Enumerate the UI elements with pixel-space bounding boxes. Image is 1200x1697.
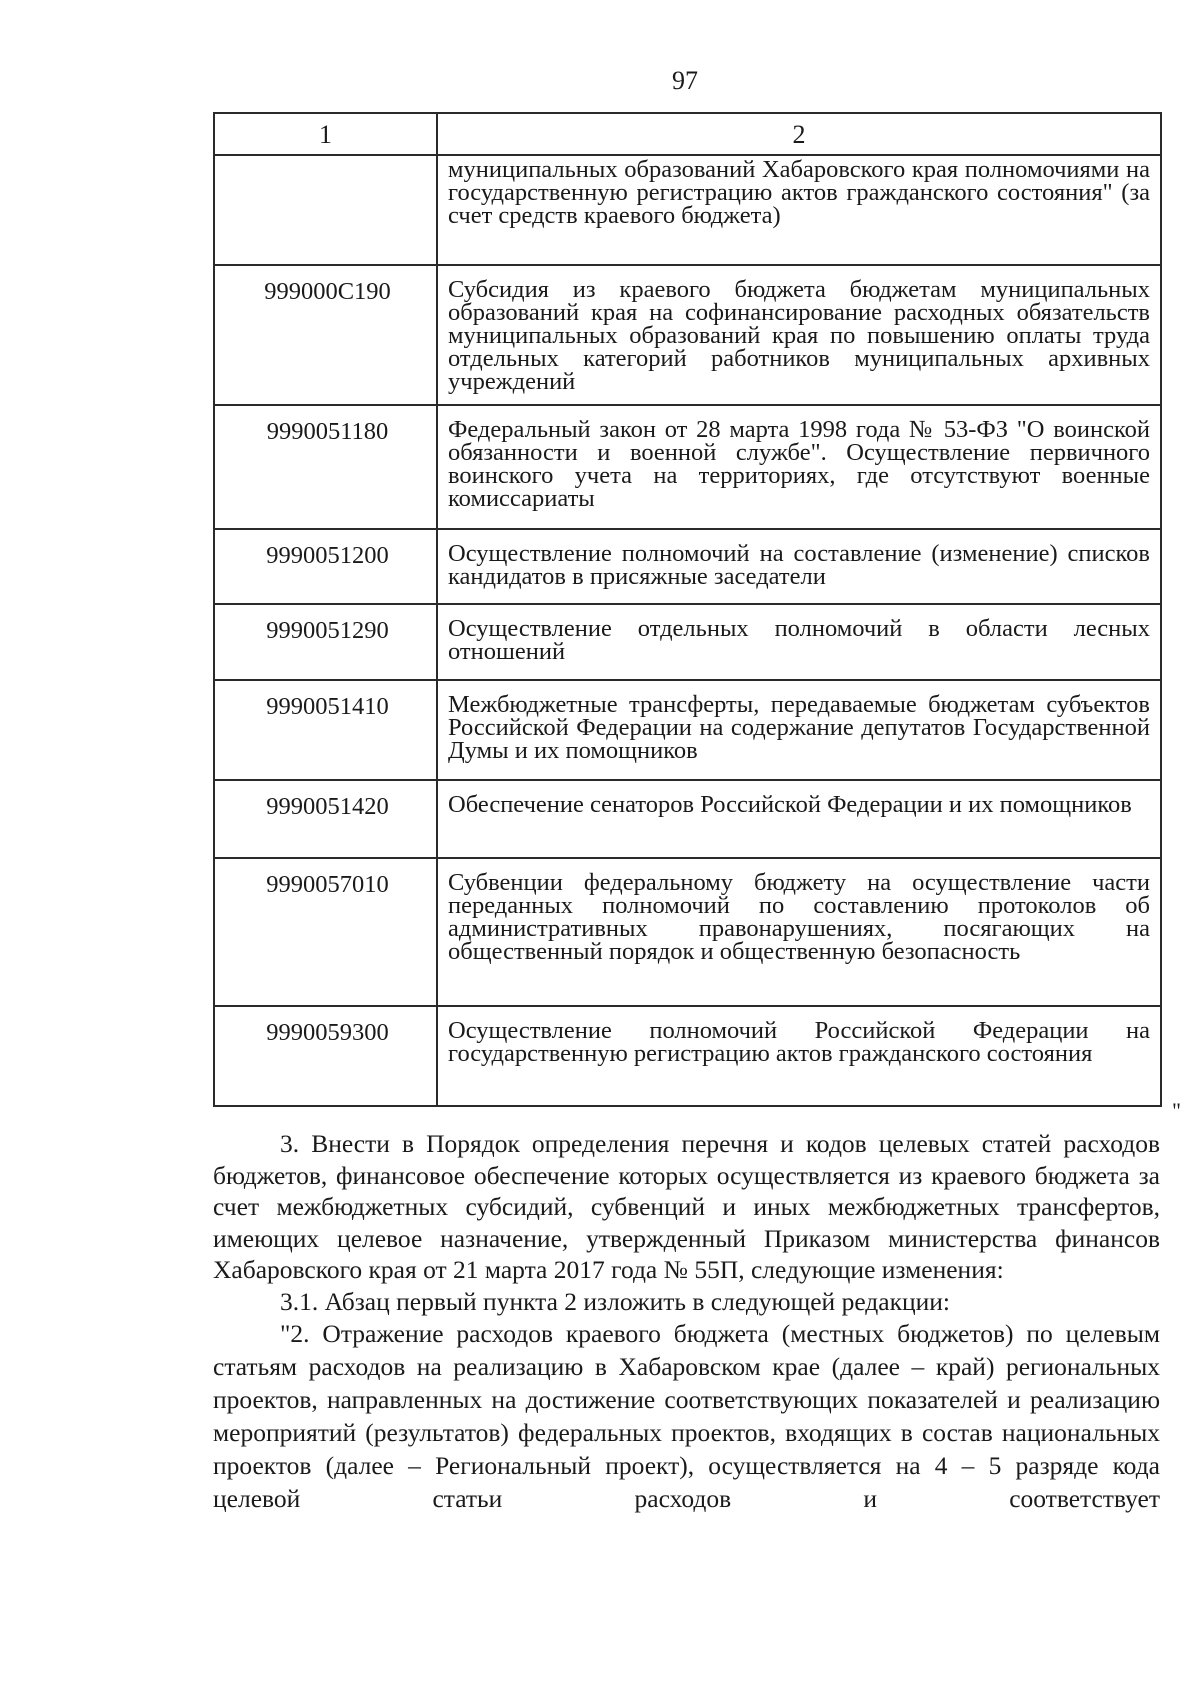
table-cell-code: 999000С190 [214,265,437,405]
body-text [213,1128,1160,1515]
table-row [214,155,1161,265]
table-cell-description: Обеспечение сенаторов Российской Федерации и их помощников [437,780,1161,858]
table-cell-description: Осуществление полномочий на составление (изменение) списков кандидатов в присяжные заседатели [437,529,1161,604]
table-row [214,265,1161,405]
budget-codes-table [213,112,1162,1107]
table-row [214,1006,1161,1106]
table-cell-description: Межбюджетные трансферты, передаваемые бюджетам субъектов Российской Федерации на содержание депутатов Государственной Думы и их помощников [437,680,1161,780]
table-cell-description: Осуществление полномочий Российской Федерации на государственную регистрацию актов гражданского состояния [437,1006,1161,1106]
table-row [214,529,1161,604]
table-row [214,604,1161,680]
paragraph-amendment-item: 3.1. Абзац первый пункта 2 изложить в следующей редакции: [280,1286,951,1316]
table-cell-code [214,155,437,265]
closing-quote-mark: " [1172,1098,1181,1123]
table-cell-description: Субвенции федеральному бюджету на осуществление части переданных полномочий по составлению протоколов об административных правонарушениях, посягающих на общественный порядок и общественную безопасность [437,858,1161,1006]
table-header-code: 1 [214,113,437,155]
table-row [214,405,1161,529]
table-cell-code: 9990051200 [214,529,437,604]
table-cell-code: 9990051420 [214,780,437,858]
table-cell-description: Федеральный закон от 28 марта 1998 года № 53-ФЗ "О воинской обязанности и военной службе". Осуществление первичного воинского учета на территориях, где отсутствуют военные комиссариаты [437,405,1161,529]
table-cell-description: Осуществление отдельных полномочий в области лесных отношений [437,604,1161,680]
table-cell-description: муниципальных образований Хабаровского края полномочиями на государственную регистрацию актов гражданского состояния" (за счет средств краевого бюджета) [437,155,1161,265]
table-cell-description: Субсидия из краевого бюджета бюджетам муниципальных образований края на софинансирование расходных обязательств муниципальных образований края по повышению оплаты труда отдельных категорий работников муниципальных архивных учреждений [437,265,1161,405]
table-cell-code: 9990051410 [214,680,437,780]
table-cell-code: 9990051180 [214,405,437,529]
table-cell-code: 9990051290 [214,604,437,680]
table-row [214,858,1161,1006]
table-row [214,780,1161,858]
paragraph-quoted-text: "2. Отражение расходов краевого бюджета (местных бюджетов) по целевым статьям расходов на реализацию в Хабаровском крае (далее – край) региональных проектов, направленных на достижение соответствующих показателей и реализацию мероприятий (результатов) федеральных проектов, входящих в состав национальных проектов (далее – Региональный проект), осуществляется на 4 – 5 разряде кода целевой статьи расходов и соответствует [213,1319,1160,1513]
table-row [214,680,1161,780]
table-header-description: 2 [437,113,1161,155]
table-cell-code: 9990059300 [214,1006,437,1106]
page-number: 97 [672,66,698,95]
paragraph-amendment-intro: 3. Внести в Порядок определения перечня и кодов целевых статей расходов бюджетов, финансовое обеспечение которых осуществляется из краевого бюджета за счет межбюджетных субсидий, субвенций и иных межбюджетных трансфертов, имеющих целевое назначение, утвержденный Приказом министерства финансов Хабаровского края от 21 марта 2017 года № 55П, следующие изменения: [213,1129,1160,1284]
table-header-row [214,113,1161,155]
table-cell-code: 9990057010 [214,858,437,1006]
